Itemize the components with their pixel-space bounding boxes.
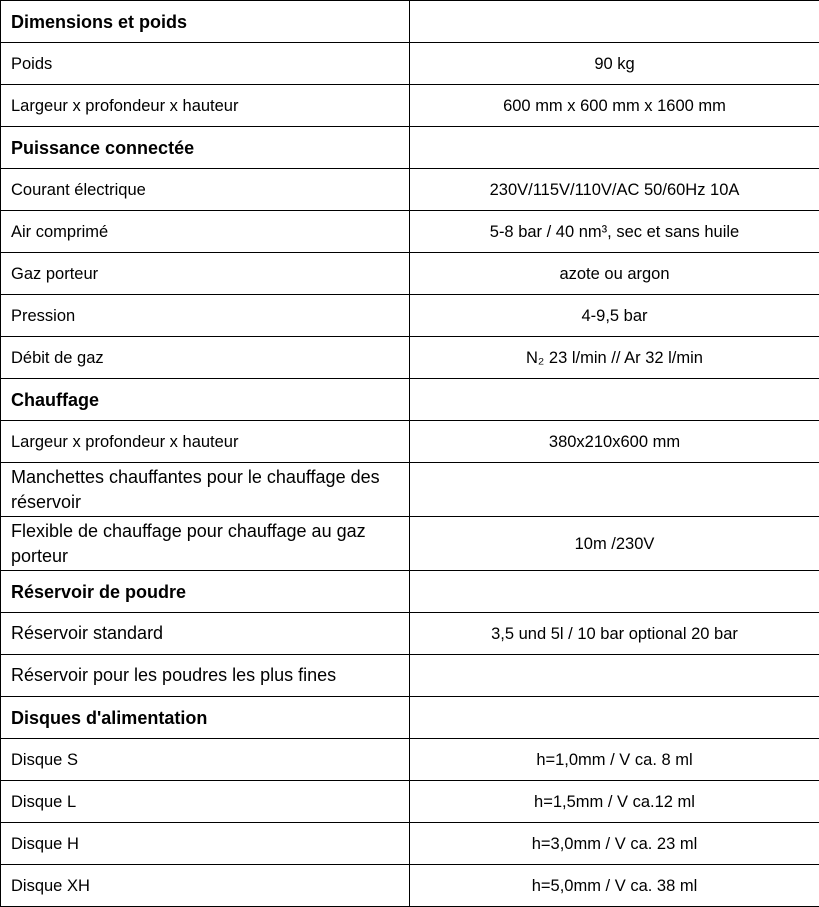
section-value xyxy=(410,571,819,613)
spec-value: 600 mm x 600 mm x 1600 mm xyxy=(410,85,819,127)
spec-value: N₂ 23 l/min // Ar 32 l/min xyxy=(410,337,819,379)
spec-row-current xyxy=(1,169,819,211)
section-value xyxy=(410,379,819,421)
spec-label: Gaz porteur xyxy=(1,253,410,295)
spec-row-disc-l xyxy=(1,781,819,823)
spec-label: Réservoir pour les poudres les plus fines xyxy=(1,655,410,697)
section-title: Puissance connectée xyxy=(1,127,410,169)
spec-label: Flexible de chauffage pour chauffage au gaz porteur xyxy=(1,517,410,571)
spec-value: h=1,0mm / V ca. 8 ml xyxy=(410,739,819,781)
spec-label: Pression xyxy=(1,295,410,337)
section-title: Réservoir de poudre xyxy=(1,571,410,613)
spec-row-carrier-gas xyxy=(1,253,819,295)
spec-row-heating-sleeves xyxy=(1,463,819,517)
spec-value: h=1,5mm / V ca.12 ml xyxy=(410,781,819,823)
spec-row-disc-xh xyxy=(1,865,819,907)
spec-row-disc-h xyxy=(1,823,819,865)
spec-label: Disque L xyxy=(1,781,410,823)
spec-value: h=5,0mm / V ca. 38 ml xyxy=(410,865,819,907)
section-row-dimensions xyxy=(1,1,819,43)
spec-row-pressure xyxy=(1,295,819,337)
spec-row-compressed-air xyxy=(1,211,819,253)
section-row-power xyxy=(1,127,819,169)
spec-label: Réservoir standard xyxy=(1,613,410,655)
spec-row-disc-s xyxy=(1,739,819,781)
spec-value: 5-8 bar / 40 nm³, sec et sans huile xyxy=(410,211,819,253)
spec-label: Disque S xyxy=(1,739,410,781)
spec-label: Poids xyxy=(1,43,410,85)
section-value xyxy=(410,697,819,739)
spec-label: Manchettes chauffantes pour le chauffage des réservoir xyxy=(1,463,410,517)
spec-value: azote ou argon xyxy=(410,253,819,295)
spec-value: 3,5 und 5l / 10 bar optional 20 bar xyxy=(410,613,819,655)
spec-value xyxy=(410,463,819,517)
spec-row-weight xyxy=(1,43,819,85)
spec-value: 4-9,5 bar xyxy=(410,295,819,337)
spec-value: 380x210x600 mm xyxy=(410,421,819,463)
spec-value: 230V/115V/110V/AC 50/60Hz 10A xyxy=(410,169,819,211)
spec-value xyxy=(410,655,819,697)
spec-label: Débit de gaz xyxy=(1,337,410,379)
spec-label: Largeur x profondeur x hauteur xyxy=(1,85,410,127)
spec-value: h=3,0mm / V ca. 23 ml xyxy=(410,823,819,865)
spec-row-dimensions xyxy=(1,85,819,127)
section-value xyxy=(410,1,819,43)
spec-row-heating-hose xyxy=(1,517,819,571)
spec-label: Air comprimé xyxy=(1,211,410,253)
section-title: Disques d'alimentation xyxy=(1,697,410,739)
spec-value: 10m /230V xyxy=(410,517,819,571)
spec-label: Courant électrique xyxy=(1,169,410,211)
spec-row-gas-flow xyxy=(1,337,819,379)
spec-table-body xyxy=(1,1,819,907)
spec-value: 90 kg xyxy=(410,43,819,85)
section-title: Chauffage xyxy=(1,379,410,421)
spec-label: Largeur x profondeur x hauteur xyxy=(1,421,410,463)
spec-row-standard-tank xyxy=(1,613,819,655)
section-row-feed-discs xyxy=(1,697,819,739)
spec-label: Disque H xyxy=(1,823,410,865)
section-row-powder-tank xyxy=(1,571,819,613)
spec-row-fine-powder-tank xyxy=(1,655,819,697)
section-title: Dimensions et poids xyxy=(1,1,410,43)
spec-row-heater-dimensions xyxy=(1,421,819,463)
spec-label: Disque XH xyxy=(1,865,410,907)
section-row-heating xyxy=(1,379,819,421)
section-value xyxy=(410,127,819,169)
